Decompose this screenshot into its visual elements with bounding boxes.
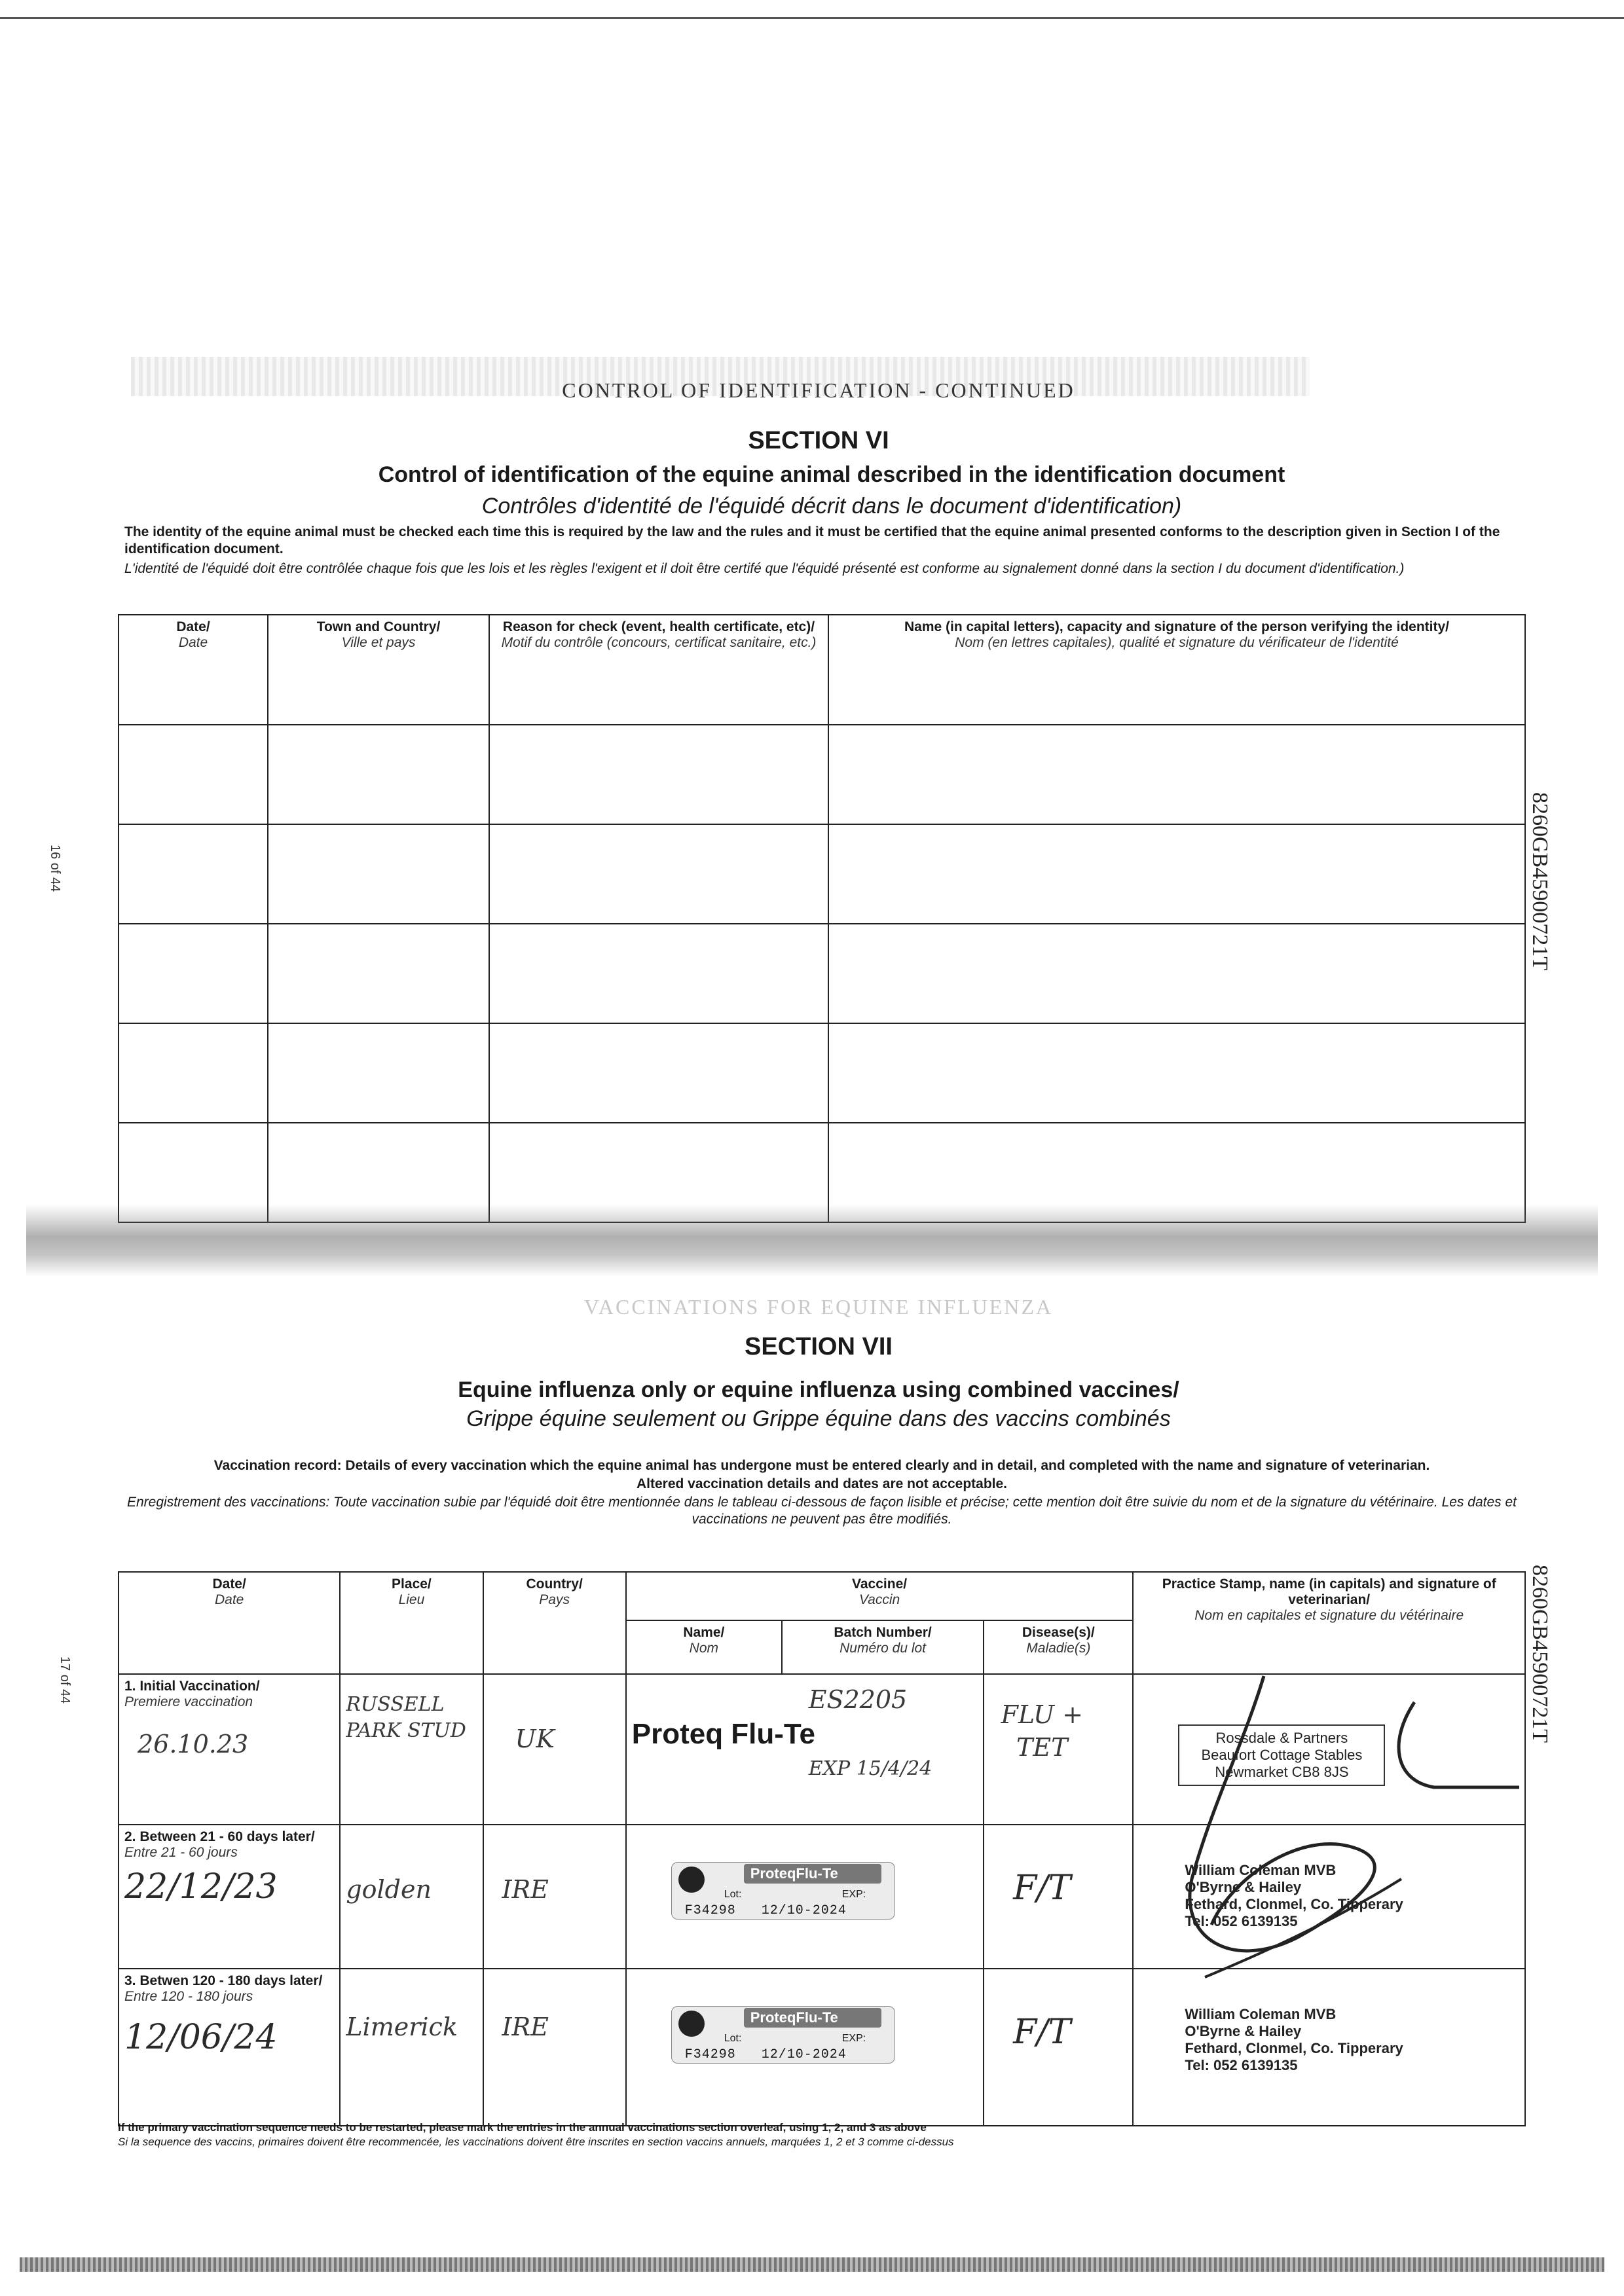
col-vaccine: Vaccine/ Vaccin [626,1572,1134,1620]
row3-country-cell: IRE [483,1969,626,2126]
section7-faded-header: VACCINATIONS FOR EQUINE INFLUENZA [583,1295,1054,1319]
section6-note-fr: L'identité de l'équidé doit être contrôlée chaque fois que les lois et les règles l'exigent et il doit être certifé que l'équidé présenté est conforme au signalement donné dans la section I du document d'identification.) [124,561,1405,576]
continued-header: CONTROL OF IDENTIFICATION - CONTINUED [562,378,1075,402]
section6-title: SECTION VI [748,427,889,454]
row2-date-cell: 2. Between 21 - 60 days later/ Entre 21 - 60 jours 22/12/23 [119,1825,340,1969]
col-date: Date/ Date [119,615,268,725]
table-row [119,725,1525,824]
side-id-top: 8260GB45900721T [1528,792,1552,970]
row3-disease-cell: F/T [984,1969,1133,2126]
section6-heading-fr: Contrôles d'identité de l'équidé décrit dans le document d'identification) [481,494,1182,519]
col-vacc-date: Date/ Date [119,1572,340,1674]
row1-stamp-cell: Rossdale & Partners Beaufort Cottage Stables Newmarket CB8 8JS [1133,1674,1525,1825]
row1-country-cell: UK [483,1674,626,1825]
proteq-logo-icon [678,2011,705,2037]
page-number-16: 16 of 44 [48,845,62,892]
identification-check-table [118,614,1526,1223]
row2-stamp-cell: William Coleman MVB O'Byrne & Hailey Fethard, Clonmel, Co. Tipperary Tel: 052 6139135 [1133,1825,1525,1969]
row1-disease-cell: FLU + TET [984,1674,1133,1825]
scan-bottom-edge [20,2257,1604,2272]
col-reason: Reason for check (event, health certificate, etc)/ Motif du contrôle (concours, certificat sanitaire, etc.) [489,615,828,725]
row3-vaccine-cell [626,1969,984,2126]
row1-vaccine-cell: ES2205 Proteq Flu-Te EXP 15/4/24 [626,1674,984,1825]
section7-title: SECTION VII [745,1333,893,1360]
proteq-logo-icon [678,1867,705,1893]
top-rule [0,17,1624,19]
col-batch-number: Batch Number/ Numéro du lot [782,1620,984,1674]
col-practice-stamp: Practice Stamp, name (in capitals) and signature of veterinarian/ Nom en capitales et signature du vétérinaire [1133,1572,1525,1674]
row1-date-cell: 1. Initial Vaccination/ Premiere vaccination 26.10.23 [119,1674,340,1825]
row2-disease-cell: F/T [984,1825,1133,1969]
row1-place-cell: RUSSELL PARK STUD [340,1674,483,1825]
side-id-bottom: 8260GB45900721T [1528,1565,1552,1743]
section6-note-en: The identity of the equine animal must be checked each time this is required by the law and the rules and it must be certified that the equine animal presented conforms to the description given in Section I of the identification document. [124,524,1500,556]
col-diseases: Disease(s)/ Maladie(s) [984,1620,1133,1674]
col-vaccine-name: Name/ Nom [626,1620,782,1674]
row2-country-cell: IRE [483,1825,626,1969]
section7-heading-fr: Grippe équine seulement ou Grippe équine dans des vaccins combinés [466,1406,1171,1431]
row3-place-cell: Limerick [340,1969,483,2126]
page-number-17: 17 of 44 [58,1656,72,1704]
row3-date-cell: 3. Betwen 120 - 180 days later/ Entre 120 - 180 jours 12/06/24 [119,1969,340,2126]
row2-place-cell: golden [340,1825,483,1969]
vaccine-sticker: ProteqFlu-Te Lot: EXP: F34298 12/10-2024 [671,2006,895,2064]
table-row [119,1023,1525,1123]
col-verifier: Name (in capital letters), capacity and signature of the person verifying the identity/ Nom (en lettres capitales), qualité et signature du vérificateur de l'identité [828,615,1525,725]
section7-heading-en: Equine influenza only or equine influenza using combined vaccines/ [458,1377,1179,1402]
record-note-fr: Enregistrement des vaccinations: Toute vaccination subie par l'équidé doit être mentionnée dans le tableau ci-dessous de façon lisible et précise; cette mention doit être suivie du nom et de la signature du vétérinaire. Les dates et vaccinations ne peuvent pas être modifiés. [127,1495,1517,1527]
footnote-fr: Si la sequence des vaccins, primaires doivent être recommencée, les vaccinations doivent être inscrites en section vaccins annuels, marquées 1, 2 et 3 comme ci-dessus [118,2136,954,2148]
col-vacc-country: Country/ Pays [483,1572,626,1674]
col-town-country: Town and Country/ Ville et pays [268,615,489,725]
veterinarian-signature [1153,1663,1519,2003]
section6-heading-en: Control of identification of the equine animal described in the identification document [378,462,1285,487]
footnote-en: If the primary vaccination sequence needs to be restarted, please mark the entries in the annual vaccinations section overleaf, using 1, 2, and 3 as above [118,2121,927,2134]
page-fold-shadow [26,1205,1598,1277]
record-note-en-2: Altered vaccination details and dates are not acceptable. [636,1476,1008,1491]
row3-stamp-cell: William Coleman MVB O'Byrne & Hailey Fethard, Clonmel, Co. Tipperary Tel: 052 6139135 [1133,1969,1525,2126]
table-row [119,824,1525,924]
vaccine-sticker: ProteqFlu-Te Lot: EXP: F34298 12/10-2024 [671,1862,895,1920]
table-row [119,924,1525,1023]
col-vacc-place: Place/ Lieu [340,1572,483,1674]
record-note-en-1: Vaccination record: Details of every vaccination which the equine animal has undergone must be entered clearly and in detail, and completed with the name and signature of veterinarian. [213,1458,1430,1473]
row2-vaccine-cell [626,1825,984,1969]
